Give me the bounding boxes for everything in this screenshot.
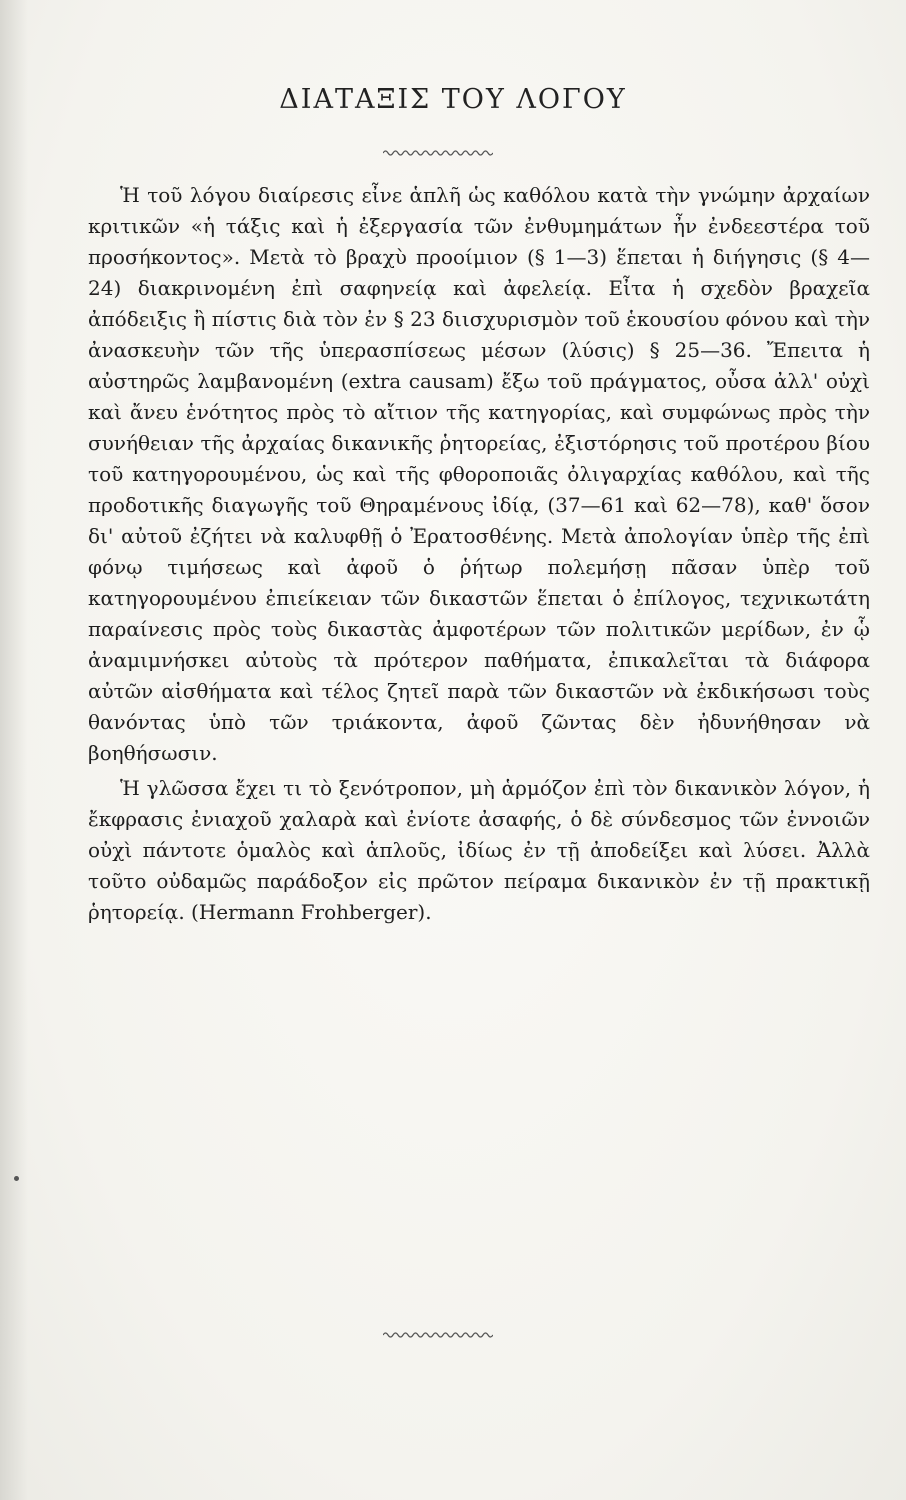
binding-gutter-shadow [0,0,28,1500]
top-wavy-rule [383,148,493,158]
body-text [88,180,870,928]
paragraph-2: Ἡ γλῶσσα ἔχει τι τὸ ξενότροπον, μὴ ἁρμόζον ἐπὶ τὸν δικανικὸν λόγον, ἡ ἔκφρασις ἐνιαχοῦ χαλαρὰ καὶ ἐνίοτε ἀσαφής, ὁ δὲ σύνδεσμος τῶν ἐννοιῶν οὐχὶ πάντοτε ὁμαλὸς καὶ ἁπλοῦς, ἰδίως ἐν τῇ ἀποδείξει καὶ λύσει. Ἀλλὰ τοῦτο οὐδαμῶς παράδοξον εἰς πρῶτον πείραμα δικανικὸν ἐν τῇ πρακτικῇ ῥητορείᾳ. (Hermann Frohberger). [88,776,870,924]
page-title: ΔΙΑΤΑΞΙΣ ΤΟΥ ΛΟΓΟΥ [279,84,627,115]
margin-speck [14,1176,19,1181]
bottom-wavy-rule [383,1330,493,1340]
paragraph-1: Ἡ τοῦ λόγου διαίρεσις εἶνε ἁπλῆ ὡς καθόλου κατὰ τὴν γνώμην ἀρχαίων κριτικῶν «ἡ τάξις καὶ ἡ ἐξεργασία τῶν ἐνθυμημάτων ἦν ἐνδεεστέρα τοῦ προσήκοντος». Μετὰ τὸ βραχὺ προοίμιον (§ 1—3) ἕπεται ἡ διήγησις (§ 4—24) διακρινομένη ἐπὶ σαφηνείᾳ καὶ ἀφελείᾳ. Εἶτα ἡ σχεδὸν βραχεῖα ἀπόδειξις ἢ πίστις διὰ τὸν ἐν § 23 διισχυρισμὸν τοῦ ἑκουσίου φόνου καὶ τὴν ἀνασκευὴν τῶν τῆς ὑπερασπίσεως μέσων (λύσις) § 25—36. Ἔπειτα ἡ αὐστηρῶς λαμβανομένη (extra causam) ἔξω τοῦ πράγματος, οὖσα ἀλλ' οὐχὶ καὶ ἄνευ ἑνότητος πρὸς τὸ αἴτιον τῆς κατηγορίας, καὶ συμφώνως πρὸς τὴν συνήθειαν τῆς ἀρχαίας δικανικῆς ῥητορείας, ἐξιστόρησις τοῦ προτέρου βίου τοῦ κατηγορουμένου, ὡς καὶ τῆς φθοροποιᾶς ὀλιγαρχίας καθόλου, καὶ τῆς προδοτικῆς διαγωγῆς τοῦ Θηραμένους ἰδίᾳ, (37—61 καὶ 62—78), καθ' ὅσον δι' αὐτοῦ ἐζήτει νὰ καλυφθῇ ὁ Ἐρατοσθένης. Μετὰ ἀπολογίαν ὑπὲρ τῆς ἐπὶ φόνῳ τιμήσεως καὶ ἀφοῦ ὁ ῥήτωρ πολεμήσῃ πᾶσαν ὑπὲρ τοῦ κατηγορουμένου ἐπιείκειαν τῶν δικαστῶν ἕπεται ὁ ἐπίλογος, τεχνικωτάτη παραίνεσις πρὸς τοὺς δικαστὰς ἀμφοτέρων τῶν πολιτικῶν μερίδων, ἐν ᾧ ἀναμιμνήσκει αὐτοὺς τὰ πρότερον παθήματα, ἐπικαλεῖται τὰ διάφορα αὐτῶν αἰσθήματα καὶ τέλος ζητεῖ παρὰ τῶν δικαστῶν νὰ ἐκδικήσωσι τοὺς θανόντας ὑπὸ τῶν τριάκοντα, ἀφοῦ ζῶντας δὲν ἠδυνήθησαν νὰ βοηθήσωσιν. [88,183,870,765]
